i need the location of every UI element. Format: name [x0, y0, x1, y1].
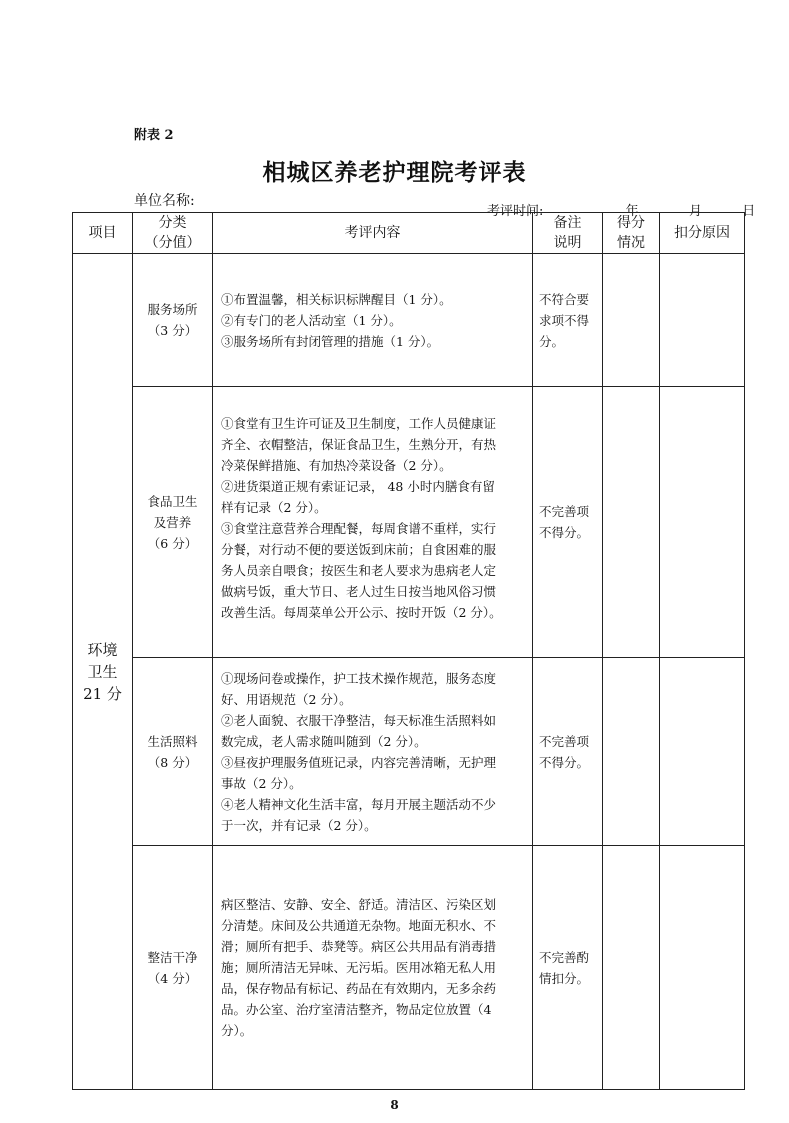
table-row — [73, 387, 745, 658]
content-line: 品，保存物品有标记、药品在有效期内，无多余药 — [221, 981, 497, 996]
content-line: ①食堂有卫生许可证及卫生制度，工作人员健康证 — [221, 416, 497, 431]
content-line: ②进货渠道正规有索证记录， 48 小时内膳食有留 — [221, 479, 495, 494]
content-line: 施；厕所清洁无异味、无污垢。医用冰箱无私人用 — [221, 960, 497, 975]
page-title: 相城区养老护理院考评表 — [262, 159, 527, 186]
category-cell — [133, 658, 213, 846]
project-line2: 卫生 — [87, 662, 118, 681]
day-label: 日 — [742, 204, 756, 219]
content-line: 分清楚。床间及公共通道无杂物。地面无积水、不 — [221, 918, 497, 933]
content-line: 滑；厕所有把手、恭凳等。病区公共用品有消毒措 — [221, 939, 497, 954]
header-score-line1: 得分 — [617, 215, 645, 231]
header-project: 项目 — [73, 213, 133, 254]
content-line: 冷菜保鲜措施、有加热冷菜设备（2 分）。 — [221, 458, 452, 473]
content-line: ④老人精神文化生活丰富，每月开展主题活动不少 — [221, 797, 497, 812]
note-line: 求项不得 — [539, 312, 590, 328]
project-line1: 环境 — [87, 640, 118, 659]
table-row — [73, 254, 745, 387]
content-line: 病区整洁、安静、安全、舒适。清洁区、污染区划 — [221, 897, 497, 912]
project-line3: 21 分 — [83, 684, 122, 703]
score-cell — [603, 658, 660, 846]
content-line: 分餐，对行动不便的要送饭到床前；自食困难的服 — [221, 542, 497, 557]
content-line: ①现场问卷或操作，护工技术操作规范，服务态度 — [221, 671, 497, 686]
evaluation-table — [72, 212, 745, 1090]
category-score: （6 分） — [147, 535, 198, 551]
content-cell — [213, 658, 533, 846]
note-line: 不完善项 — [539, 733, 590, 749]
header-category-line2: （分值） — [144, 235, 201, 251]
content-line: 做病号饭，重大节日、老人过生日按当地风俗习惯 — [221, 584, 497, 599]
category-score: （4 分） — [147, 970, 198, 986]
deduction-reason-cell — [660, 387, 745, 658]
content-line: 于一次，并有记录（2 分）。 — [221, 818, 377, 833]
content-line: ③食堂注意营养合理配餐，每周食谱不重样，实行 — [221, 521, 497, 536]
header-deduction-reason: 扣分原因 — [660, 213, 745, 254]
score-cell — [603, 387, 660, 658]
score-cell — [603, 846, 660, 1090]
note-cell — [533, 254, 603, 387]
header-note-line2: 说明 — [553, 235, 582, 251]
content-line: 品。办公室、治疗室清洁整齐，物品定位放置（4 — [221, 1002, 492, 1017]
deduction-reason-cell — [660, 254, 745, 387]
content-line: 好、用语规范（2 分）。 — [221, 692, 352, 707]
note-line: 不完善项 — [539, 504, 590, 519]
note-cell — [533, 387, 603, 658]
month-label: 月 — [688, 204, 702, 219]
header-content: 考评内容 — [213, 213, 533, 254]
content-line: 分）。 — [221, 1023, 253, 1038]
category-cell — [133, 254, 213, 387]
score-cell — [603, 254, 660, 387]
content-line: ②有专门的老人活动室（1 分）。 — [221, 312, 402, 328]
category-name-line2: 及营养 — [153, 514, 192, 530]
note-line: 不符合要 — [539, 291, 590, 307]
header-note-line1: 备注 — [553, 215, 582, 231]
table-row — [73, 658, 745, 846]
content-cell — [213, 387, 533, 658]
note-line: 不完善酌 — [539, 949, 590, 965]
header-category-line1: 分类 — [158, 215, 187, 231]
content-line: ③昼夜护理服务值班记录，内容完善清晰，无护理 — [221, 755, 497, 770]
deduction-reason-cell — [660, 658, 745, 846]
table-header-row — [73, 213, 745, 254]
attachment-label: 附表 2 — [134, 128, 174, 143]
note-line: 不得分。 — [539, 525, 590, 540]
category-cell — [133, 387, 213, 658]
content-line: ①布置温馨，相关标识标牌醒目（1 分）。 — [221, 291, 452, 307]
deduction-reason-cell — [660, 846, 745, 1090]
note-line: 不得分。 — [539, 754, 590, 770]
header-note — [533, 213, 603, 254]
category-score: （3 分） — [147, 323, 198, 338]
note-line: 分。 — [539, 333, 565, 349]
header-score — [603, 213, 660, 254]
year-label: 年 — [625, 204, 639, 219]
note-line: 情扣分。 — [539, 970, 590, 986]
category-name: 整洁干净 — [147, 949, 198, 965]
content-line: 改善生活。每周菜单公开公示、按时开饭（2 分）。 — [221, 605, 502, 620]
content-line: 数完成，老人需求随叫随到（2 分）。 — [221, 734, 427, 749]
table-row — [73, 846, 745, 1090]
content-line: 齐全、衣帽整洁，保证食品卫生，生熟分开，有热 — [221, 437, 497, 452]
note-cell — [533, 658, 603, 846]
content-line: 事故（2 分）。 — [221, 776, 302, 791]
content-line: 务人员亲自喂食；按医生和老人要求为患病老人定 — [221, 563, 497, 578]
project-cell — [73, 254, 133, 1090]
content-line: 样有记录（2 分）。 — [221, 500, 327, 515]
page-number: 8 — [390, 1098, 399, 1112]
category-score: （8 分） — [147, 754, 198, 770]
content-cell — [213, 846, 533, 1090]
note-cell — [533, 846, 603, 1090]
category-name: 服务场所 — [147, 302, 198, 317]
category-name-line1: 食品卫生 — [147, 493, 198, 509]
content-line: ③服务场所有封闭管理的措施（1 分）。 — [221, 333, 440, 349]
category-cell — [133, 846, 213, 1090]
category-name: 生活照料 — [147, 733, 198, 749]
content-line: ②老人面貌、衣服干净整洁，每天标准生活照料如 — [221, 713, 497, 728]
content-cell — [213, 254, 533, 387]
unit-name-label: 单位名称: — [134, 193, 195, 209]
eval-time-label: 考评时间: — [487, 204, 544, 219]
header-score-line2: 情况 — [617, 235, 645, 251]
header-category — [133, 213, 213, 254]
